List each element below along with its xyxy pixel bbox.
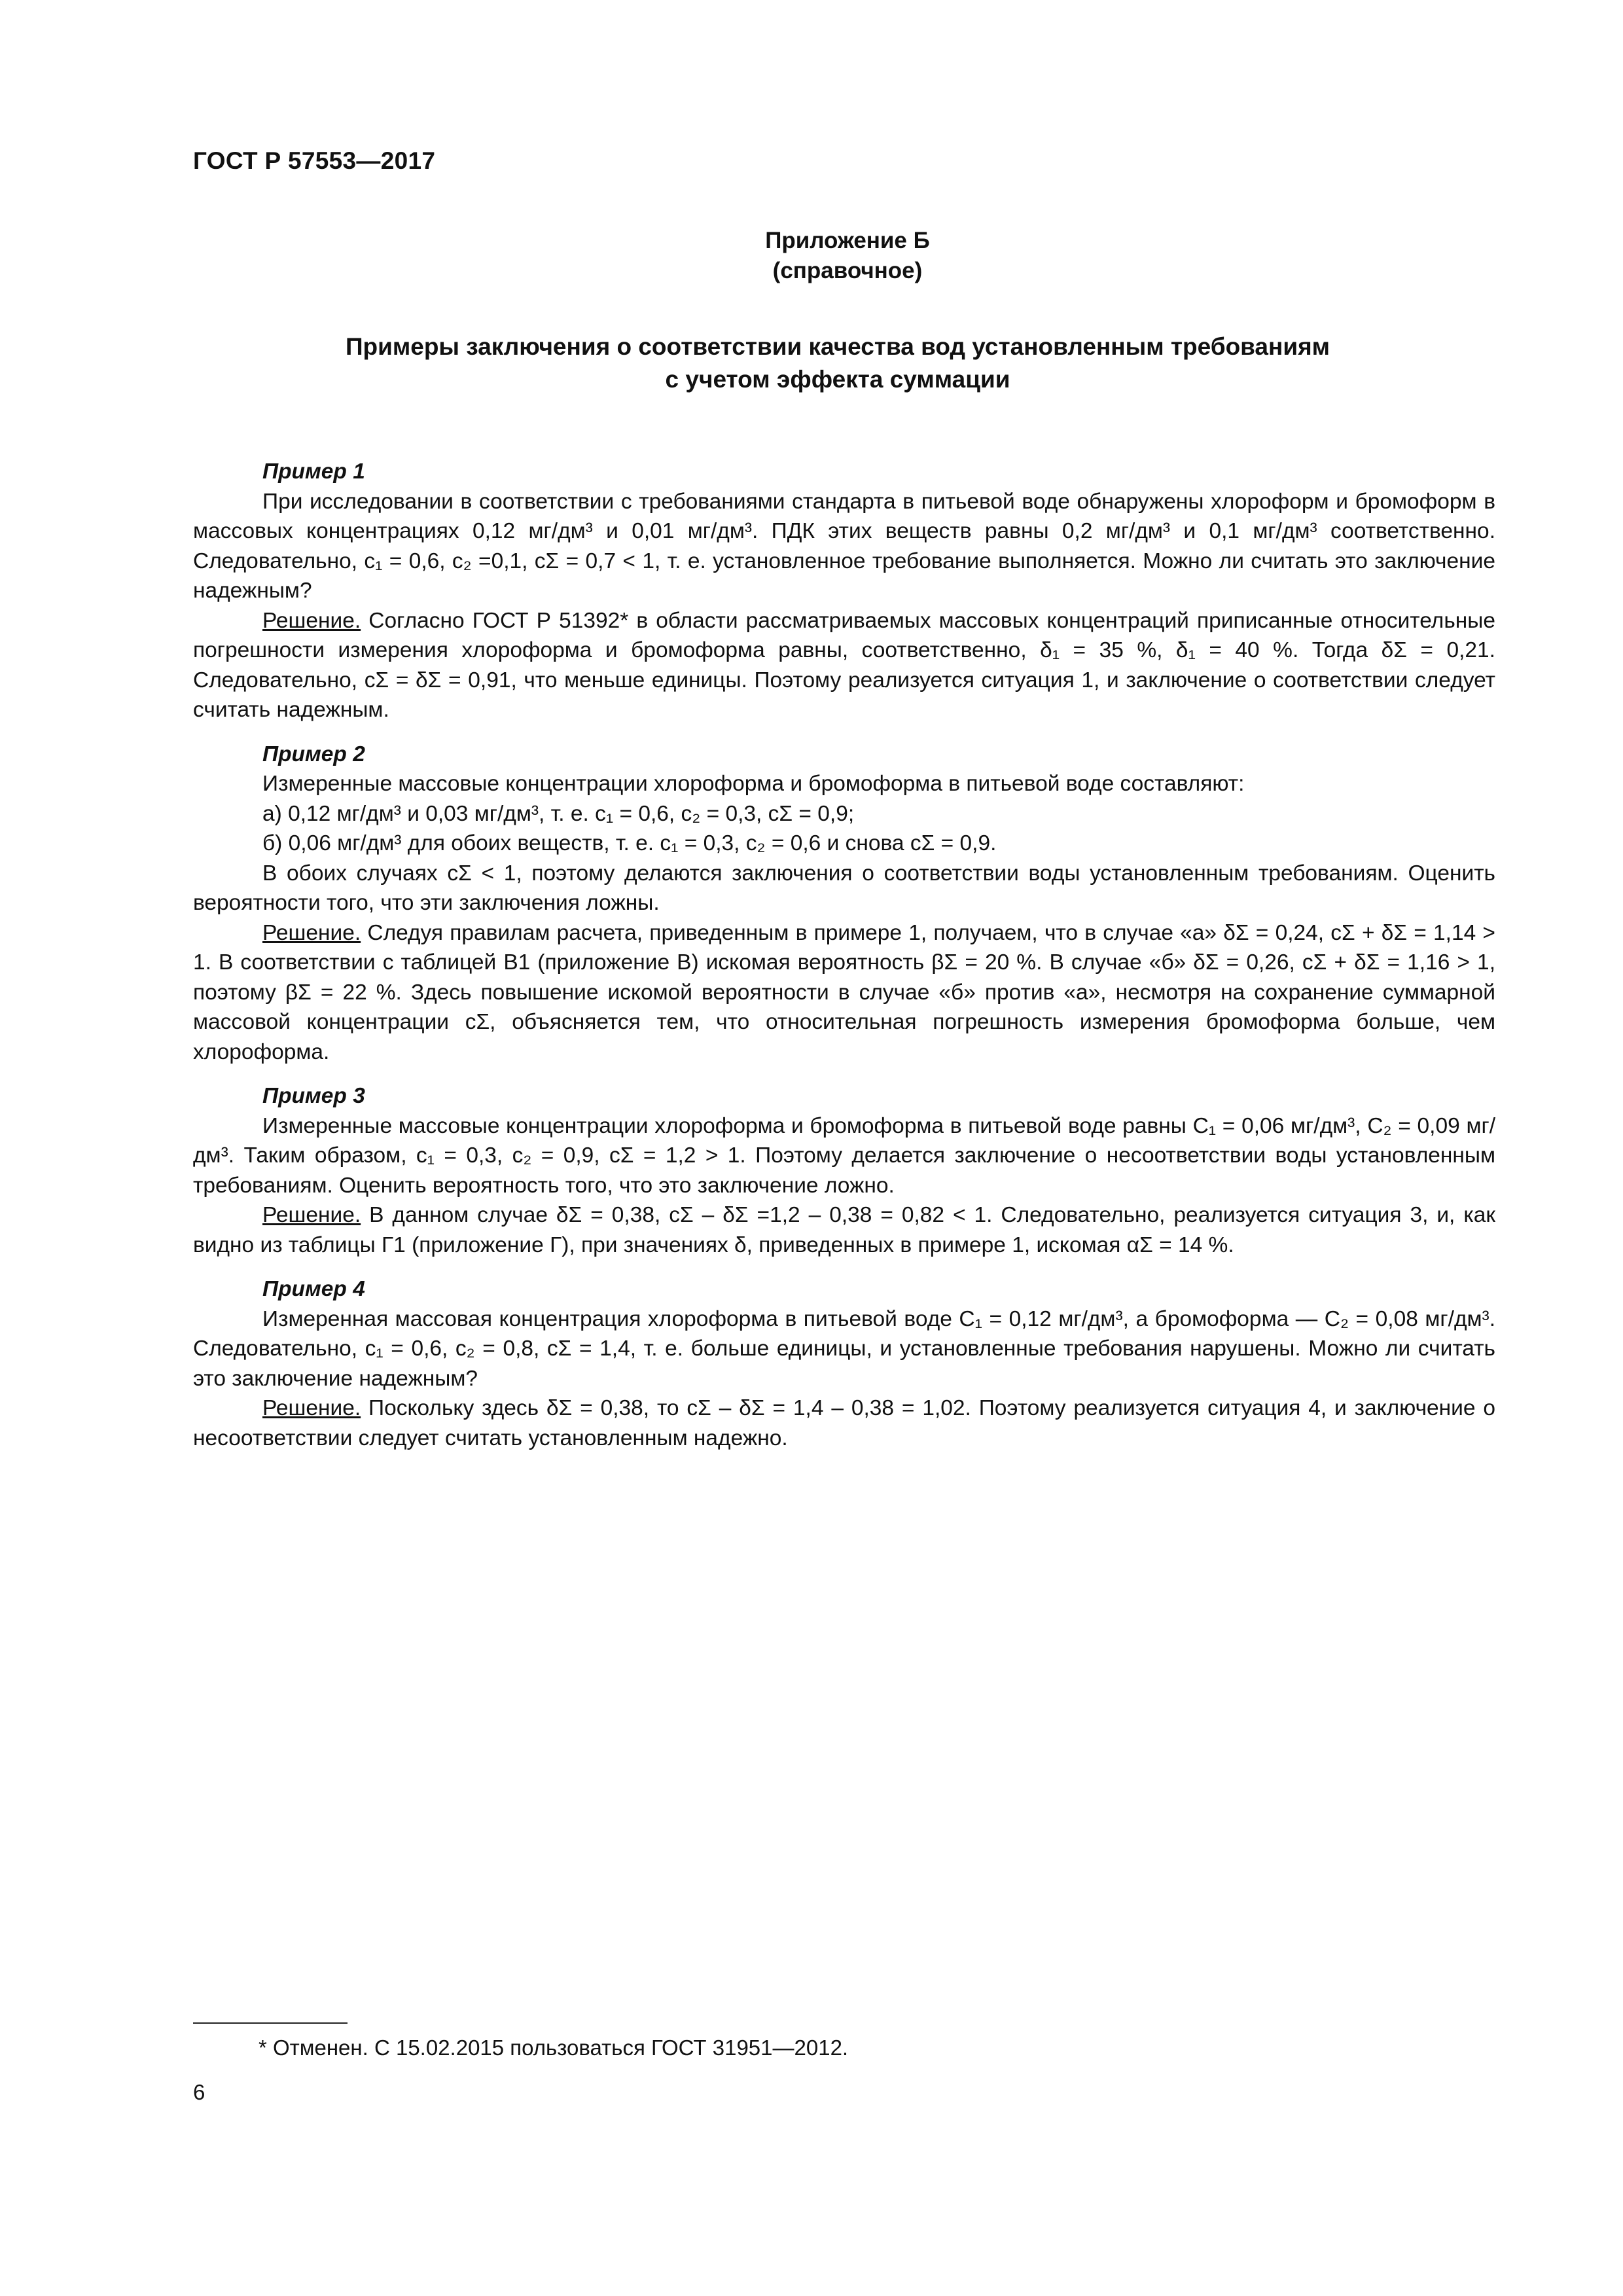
example-1 (193, 457, 1495, 725)
doc-code-header: ГОСТ Р 57553—2017 (193, 147, 436, 174)
solution-text: Согласно ГОСТ Р 51392* в области рассматриваемых массовых концентраций приписанные относительные погрешности измерения хлороформа и бромоформа равны, соответственно, δ₁ = 35 %, δ₁ = 40 %. Тогда δΣ = 0,21. Следовательно, cΣ = δΣ = 0,91, что меньше единицы. Поэтому реализуется ситуация 1, и заключение о соответствии следует считать надежным. (193, 608, 1495, 722)
solution-label: Решение. (262, 608, 361, 633)
page-title (193, 331, 1482, 396)
example-paragraph: Измеренные массовые концентрации хлороформа и бромоформа в питьевой воде равны C₁ = 0,06 мг/дм³, C₂ = 0,09 мг/дм³. Таким образом, c₁ = 0,3, c₂ = 0,9, cΣ = 1,2 > 1. Поэтому делается заключение о несоответствии воды установленным требованиям. Оценить вероятность того, что это заключение ложно. (193, 1113, 1495, 1198)
example-paragraph: В обоих случаях cΣ < 1, поэтому делаются заключения о соответствии воды установленным требованиям. Оценить вероятности того, что эти заключения ложны. (193, 861, 1495, 915)
footnote-divider (193, 2022, 348, 2024)
example-paragraph: При исследовании в соответствии с требованиями стандарта в питьевой воде обнаружены хлороформ и бромоформ в массовых концентрациях 0,12 мг/дм³ и 0,01 мг/дм³. ПДК этих веществ равны 0,2 мг/дм³ и 0,1 мг/дм³ соответственно. Следовательно, c₁ = 0,6, c₂ =0,1, cΣ = 0,7 < 1, т. е. установленное требование выполняется. Можно ли считать это заключение надежным? (193, 489, 1495, 603)
page-title-line-2: с учетом эффекта суммации (665, 366, 1010, 393)
solution-text: В данном случае δΣ = 0,38, cΣ – δΣ =1,2 – 0,38 = 0,82 < 1. Следовательно, реализуется ситуация 3, и, как видно из таблицы Г1 (приложение Г), при значениях δ, приведенных в примере 1, искомая αΣ = 14 %. (193, 1203, 1495, 1257)
example-paragraph: Измеренные массовые концентрации хлороформа и бромоформа в питьевой воде составляют: (262, 772, 1245, 796)
solution-paragraph (193, 918, 1495, 1067)
solution-label: Решение. (262, 1396, 361, 1420)
footnote: * Отменен. С 15.02.2015 пользоваться ГОСТ 31951—2012. (259, 2036, 849, 2060)
solution-paragraph (193, 1200, 1495, 1260)
appendix-title: Приложение Б (765, 228, 930, 253)
page-title-line-1: Примеры заключения о соответствии качества вод установленным требованиям (345, 333, 1330, 360)
examples-body (193, 457, 1495, 1453)
solution-paragraph (193, 1393, 1495, 1453)
example-heading: Пример 3 (262, 1084, 365, 1108)
example-2 (193, 740, 1495, 1067)
appendix-type: (справочное) (772, 258, 923, 283)
solution-paragraph (193, 606, 1495, 725)
page-number: 6 (193, 2080, 205, 2104)
example-heading: Пример 2 (262, 742, 365, 766)
appendix-heading (0, 226, 1623, 286)
example-heading: Пример 1 (262, 459, 365, 484)
solution-text: Следуя правилам расчета, приведенным в примере 1, получаем, что в случае «а» δΣ = 0,24, cΣ + δΣ = 1,14 > 1. В соответствии с таблицей В1 (приложение В) искомая вероятность βΣ = 20 %. В случае «б» δΣ = 0,26, cΣ + δΣ = 1,16 > 1, поэтому βΣ = 22 %. Здесь повышение искомой вероятности в случае «б» против «а», несмотря на сохранение суммарной массовой концентрации cΣ, объясняется тем, что относительная погрешность измерения бромоформа больше, чем хлороформа. (193, 920, 1495, 1064)
solution-label: Решение. (262, 920, 361, 945)
solution-text: Поскольку здесь δΣ = 0,38, то cΣ – δΣ = 1,4 – 0,38 = 1,02. Поэтому реализуется ситуация 4, и заключение о несоответствии следует считать установленным надежно. (193, 1396, 1495, 1450)
example-3 (193, 1081, 1495, 1260)
example-heading: Пример 4 (262, 1277, 365, 1301)
example-paragraph: а) 0,12 мг/дм³ и 0,03 мг/дм³, т. е. c₁ = 0,6, c₂ = 0,3, cΣ = 0,9; (262, 801, 855, 826)
example-paragraph: Измеренная массовая концентрация хлороформа в питьевой воде C₁ = 0,12 мг/дм³, а бромоформа — C₂ = 0,08 мг/дм³. Следовательно, c₁ = 0,6, c₂ = 0,8, cΣ = 1,4, т. е. больше единицы, и установленные требования нарушены. Можно ли считать это заключение надежным? (193, 1306, 1495, 1391)
example-paragraph: б) 0,06 мг/дм³ для обоих веществ, т. е. c₁ = 0,3, c₂ = 0,6 и снова cΣ = 0,9. (262, 831, 997, 855)
solution-label: Решение. (262, 1203, 361, 1227)
example-4 (193, 1274, 1495, 1453)
